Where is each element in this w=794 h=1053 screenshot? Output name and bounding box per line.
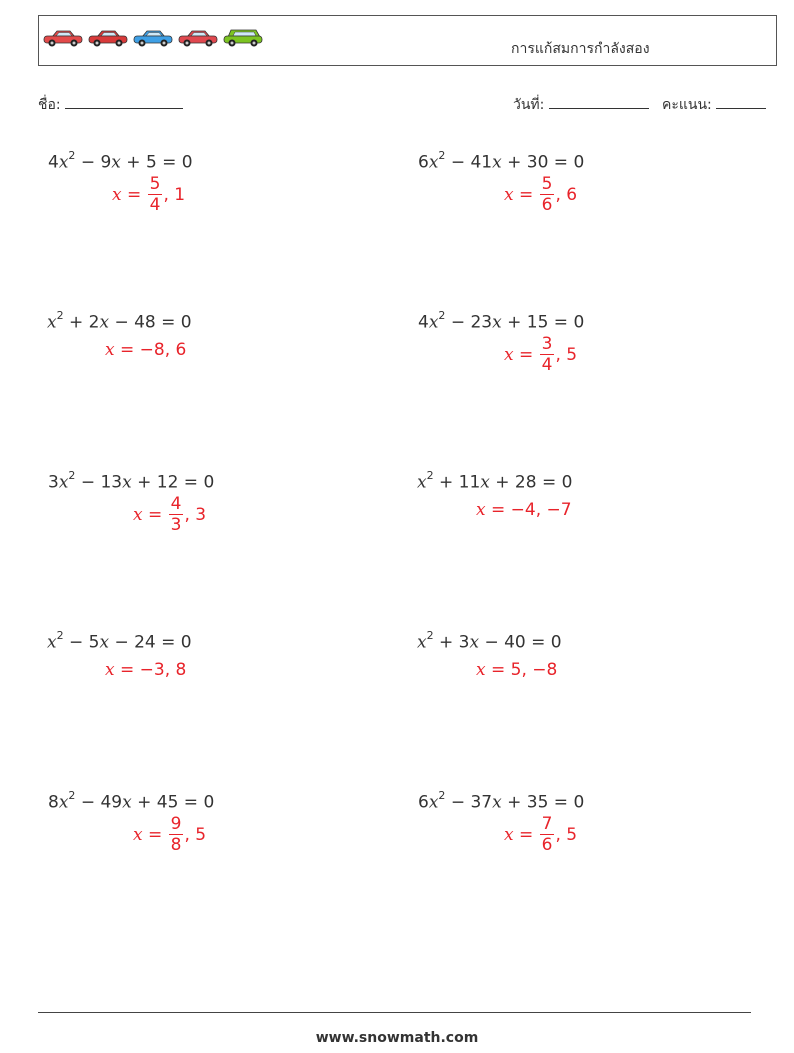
variable-x: x xyxy=(99,312,110,333)
equals-sign: = xyxy=(513,825,539,845)
variable-x: x xyxy=(58,472,69,493)
exponent: 2 xyxy=(426,629,434,642)
answer-variable: x xyxy=(504,185,514,205)
fraction-denominator: 6 xyxy=(541,835,553,855)
equals-sign: = xyxy=(485,660,511,680)
answer xyxy=(476,500,572,520)
problem-equation xyxy=(48,151,193,173)
middle-term: − 49 xyxy=(75,792,123,813)
answer-fraction xyxy=(148,176,163,214)
fraction-numerator: 5 xyxy=(149,174,161,194)
answer-variable: x xyxy=(504,345,514,365)
red-car-icon xyxy=(177,27,219,49)
score-blank[interactable] xyxy=(716,94,766,109)
variable-x: x xyxy=(492,152,502,173)
answer-second-root: , 1 xyxy=(163,185,186,205)
footer-divider xyxy=(38,1012,751,1013)
coefficient-a: 3 xyxy=(48,472,59,493)
exponent: 2 xyxy=(438,309,446,322)
constant-term: + 30 = 0 xyxy=(501,152,585,173)
variable-x: x xyxy=(428,792,439,813)
answer-variable: x xyxy=(133,825,143,845)
coefficient-a: 6 xyxy=(418,792,429,813)
fraction-numerator: 3 xyxy=(541,334,553,354)
middle-term: + 2 xyxy=(63,312,100,333)
answer-fraction xyxy=(540,336,555,374)
date-blank[interactable] xyxy=(549,94,649,109)
footer-url: www.snowmath.com xyxy=(315,1030,479,1046)
equals-sign: = xyxy=(114,660,140,680)
answer xyxy=(105,340,186,360)
answer-variable: x xyxy=(105,340,115,360)
constant-term: + 35 = 0 xyxy=(501,792,585,813)
answer-roots: −3, 8 xyxy=(139,660,187,680)
answer xyxy=(504,336,577,374)
score-field xyxy=(662,94,766,116)
problem-equation xyxy=(417,631,562,653)
equals-sign: = xyxy=(485,500,511,520)
answer xyxy=(476,660,557,680)
middle-term: − 23 xyxy=(445,312,493,333)
equals-sign: = xyxy=(121,185,147,205)
fraction-numerator: 9 xyxy=(170,814,182,834)
variable-x: x xyxy=(58,152,69,173)
answer xyxy=(133,816,206,854)
answer-variable: x xyxy=(133,505,143,525)
answer-fraction xyxy=(169,816,184,854)
answer-fraction xyxy=(540,176,555,214)
answer-variable: x xyxy=(476,500,486,520)
answer-fraction xyxy=(540,816,555,854)
exponent: 2 xyxy=(426,469,434,482)
variable-x: x xyxy=(492,792,502,813)
variable-x: x xyxy=(428,152,439,173)
answer-second-root: , 5 xyxy=(555,345,578,365)
answer-second-root: , 5 xyxy=(184,825,207,845)
middle-term: + 3 xyxy=(433,632,470,653)
constant-term: − 40 = 0 xyxy=(479,632,562,653)
answer-roots: −8, 6 xyxy=(139,340,187,360)
fraction-denominator: 3 xyxy=(170,515,182,535)
answer-second-root: , 3 xyxy=(184,505,207,525)
answer-roots: 5, −8 xyxy=(510,660,558,680)
answer xyxy=(112,176,185,214)
constant-term: + 28 = 0 xyxy=(489,472,573,493)
fraction-denominator: 8 xyxy=(170,835,182,855)
middle-term: − 9 xyxy=(75,152,112,173)
fraction-denominator: 4 xyxy=(149,195,161,215)
fraction-denominator: 6 xyxy=(541,195,553,215)
exponent: 2 xyxy=(68,149,76,162)
answer-variable: x xyxy=(112,185,122,205)
variable-x: x xyxy=(122,472,132,493)
coefficient-a: 6 xyxy=(418,152,429,173)
variable-x: x xyxy=(480,472,490,493)
variable-x: x xyxy=(417,632,427,653)
equals-sign: = xyxy=(142,505,168,525)
answer-fraction xyxy=(169,496,184,534)
problem-equation xyxy=(47,311,192,333)
constant-term: + 45 = 0 xyxy=(131,792,215,813)
middle-term: − 5 xyxy=(63,632,100,653)
date-label: วันที่: xyxy=(513,97,545,113)
variable-x: x xyxy=(428,312,439,333)
exponent: 2 xyxy=(438,149,446,162)
answer xyxy=(504,176,577,214)
answer-variable: x xyxy=(504,825,514,845)
coefficient-a: 4 xyxy=(48,152,59,173)
variable-x: x xyxy=(47,312,57,333)
problem-equation xyxy=(418,151,584,173)
variable-x: x xyxy=(122,792,132,813)
variable-x: x xyxy=(469,632,480,653)
exponent: 2 xyxy=(438,789,446,802)
answer-roots: −4, −7 xyxy=(510,500,572,520)
equals-sign: = xyxy=(513,345,539,365)
name-label: ชื่อ: xyxy=(38,97,61,113)
answer-variable: x xyxy=(105,660,115,680)
answer xyxy=(133,496,206,534)
fraction-numerator: 7 xyxy=(541,814,553,834)
problem-equation xyxy=(418,311,584,333)
answer-second-root: , 6 xyxy=(555,185,578,205)
worksheet-header xyxy=(38,15,777,66)
fraction-numerator: 4 xyxy=(170,494,182,514)
coefficient-a: 8 xyxy=(48,792,59,813)
equals-sign: = xyxy=(513,185,539,205)
problem-equation xyxy=(48,791,214,813)
answer-variable: x xyxy=(476,660,486,680)
exponent: 2 xyxy=(56,629,64,642)
red-sedan-icon xyxy=(42,27,84,49)
fraction-numerator: 5 xyxy=(541,174,553,194)
exponent: 2 xyxy=(68,469,76,482)
score-label: คะแนน: xyxy=(662,97,712,113)
variable-x: x xyxy=(111,152,121,173)
variable-x: x xyxy=(417,472,427,493)
answer xyxy=(504,816,577,854)
middle-term: − 41 xyxy=(445,152,493,173)
name-blank[interactable] xyxy=(65,94,183,109)
fraction-denominator: 4 xyxy=(541,355,553,375)
constant-term: + 5 = 0 xyxy=(120,152,193,173)
problem-equation xyxy=(418,791,584,813)
constant-term: − 24 = 0 xyxy=(109,632,192,653)
exponent: 2 xyxy=(56,309,64,322)
middle-term: − 13 xyxy=(75,472,123,493)
variable-x: x xyxy=(47,632,57,653)
middle-term: − 37 xyxy=(445,792,493,813)
exponent: 2 xyxy=(68,789,76,802)
car-icons-row xyxy=(42,27,264,49)
variable-x: x xyxy=(58,792,69,813)
variable-x: x xyxy=(99,632,110,653)
problem-equation xyxy=(417,471,572,493)
equals-sign: = xyxy=(114,340,140,360)
red-car-icon xyxy=(87,27,129,49)
worksheet-title: การแก้สมการกำลังสอง xyxy=(511,41,650,57)
variable-x: x xyxy=(492,312,502,333)
name-field xyxy=(38,94,183,116)
green-van-icon xyxy=(222,27,264,49)
problem-equation xyxy=(48,471,214,493)
problem-equation xyxy=(47,631,192,653)
constant-term: + 12 = 0 xyxy=(131,472,215,493)
blue-car-icon xyxy=(132,27,174,49)
answer-second-root: , 5 xyxy=(555,825,578,845)
date-field xyxy=(513,94,649,116)
equals-sign: = xyxy=(142,825,168,845)
constant-term: − 48 = 0 xyxy=(109,312,192,333)
coefficient-a: 4 xyxy=(418,312,429,333)
answer xyxy=(105,660,186,680)
middle-term: + 11 xyxy=(433,472,481,493)
constant-term: + 15 = 0 xyxy=(501,312,585,333)
